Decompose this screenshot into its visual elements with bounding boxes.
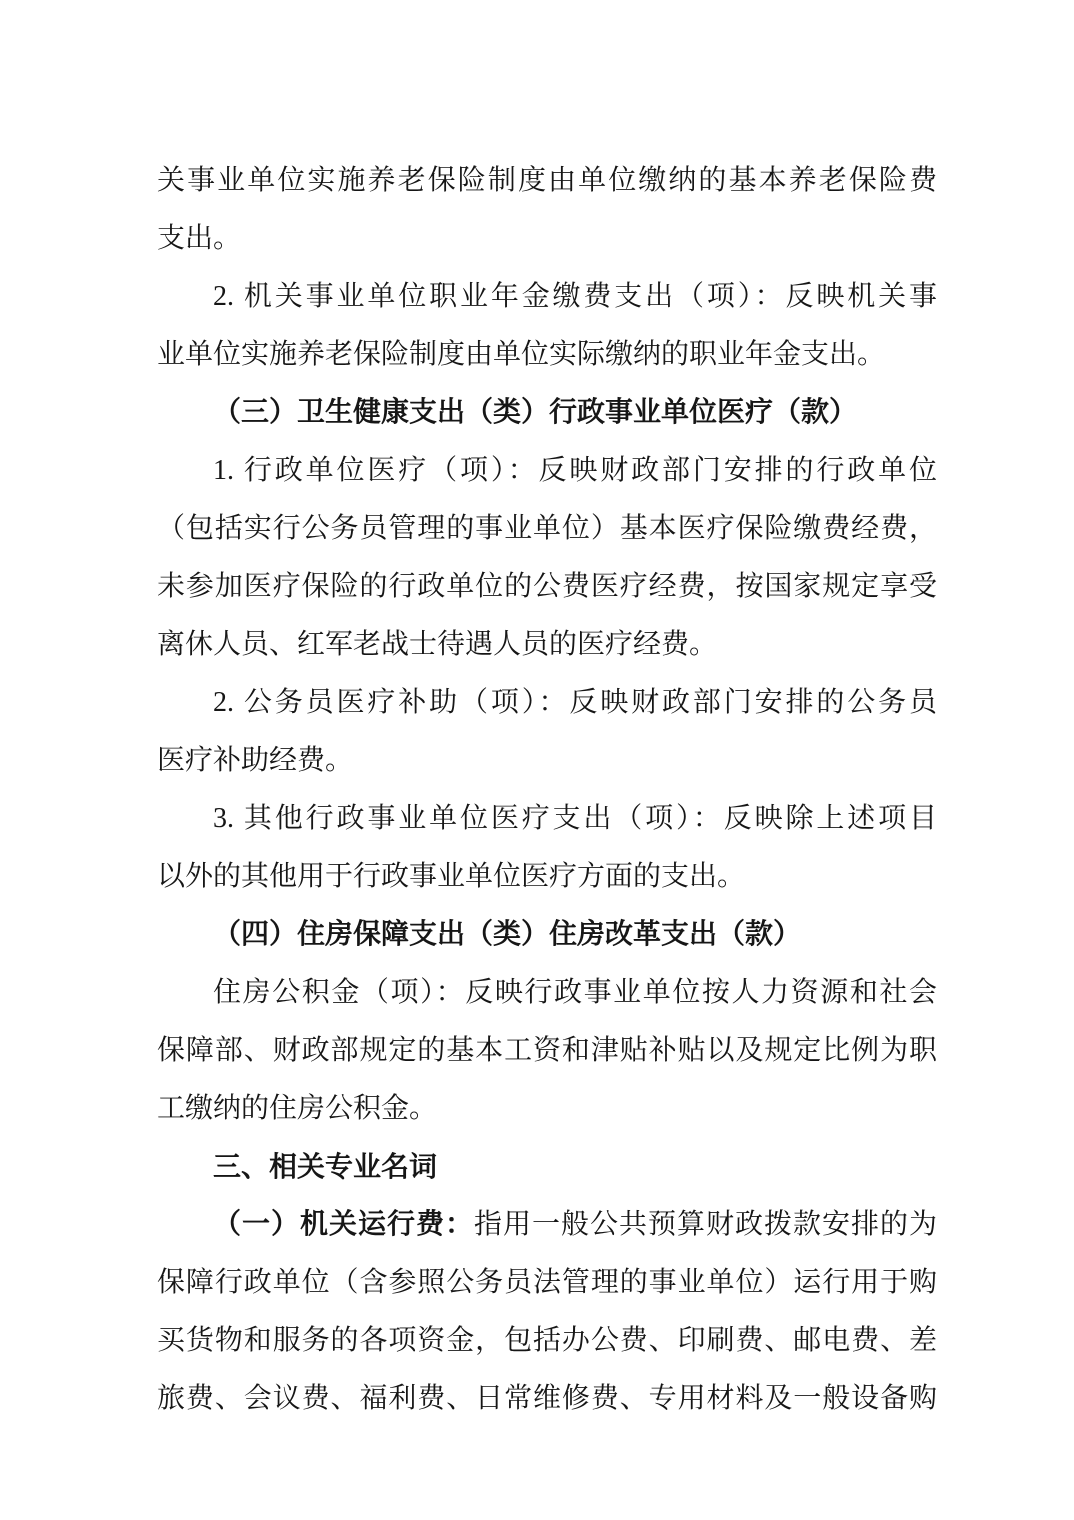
text-line: 业单位实施养老保险制度由单位实际缴纳的职业年金支出。	[157, 339, 886, 370]
section-heading-line: （三）卫生健康支出（类）行政事业单位医疗（款）	[213, 397, 858, 428]
term-line	[157, 1196, 937, 1254]
text-line: 买货物和服务的各项资金，包括办公费、印刷费、邮电费、差	[157, 1325, 937, 1356]
text-line: 保障行政单位（含参照公务员法管理的事业单位）运行用于购	[157, 1267, 937, 1298]
section-heading-line: （四）住房保障支出（类）住房改革支出（款）	[213, 919, 802, 950]
text-line: 以外的其他用于行政事业单位医疗方面的支出。	[157, 861, 746, 892]
text-line: 旅费、会议费、福利费、日常维修费、专用材料及一般设备购	[157, 1383, 937, 1414]
text-line: 2. 公务员医疗补助（项）：反映财政部门安排的公务员	[213, 687, 937, 718]
term-label: （一）机关运行费：	[213, 1209, 474, 1240]
chapter-heading-line: 三、相关专业名词	[213, 1151, 438, 1182]
text-line: 医疗补助经费。	[157, 745, 354, 776]
document-body	[157, 152, 937, 1428]
text-line: 关事业单位实施养老保险制度由单位缴纳的基本养老保险费	[157, 165, 937, 196]
text-line: 住房公积金（项）：反映行政事业单位按人力资源和社会	[213, 977, 937, 1008]
term-definition-text: 指用一般公共预算财政拨款安排的为	[474, 1209, 937, 1240]
text-line: 保障部、财政部规定的基本工资和津贴补贴以及规定比例为职	[157, 1035, 937, 1066]
text-line: 支出。	[157, 223, 242, 254]
text-line: 未参加医疗保险的行政单位的公费医疗经费，按国家规定享受	[157, 571, 937, 602]
text-line: 2. 机关事业单位职业年金缴费支出（项）：反映机关事	[213, 281, 937, 312]
text-line: 3. 其他行政事业单位医疗支出（项）：反映除上述项目	[213, 803, 937, 834]
text-line: 工缴纳的住房公积金。	[157, 1093, 438, 1124]
text-line: 1. 行政单位医疗（项）：反映财政部门安排的行政单位	[213, 455, 937, 486]
text-line: （包括实行公务员管理的事业单位）基本医疗保险缴费经费，	[157, 513, 937, 544]
text-line: 离休人员、红军老战士待遇人员的医疗经费。	[157, 629, 718, 660]
